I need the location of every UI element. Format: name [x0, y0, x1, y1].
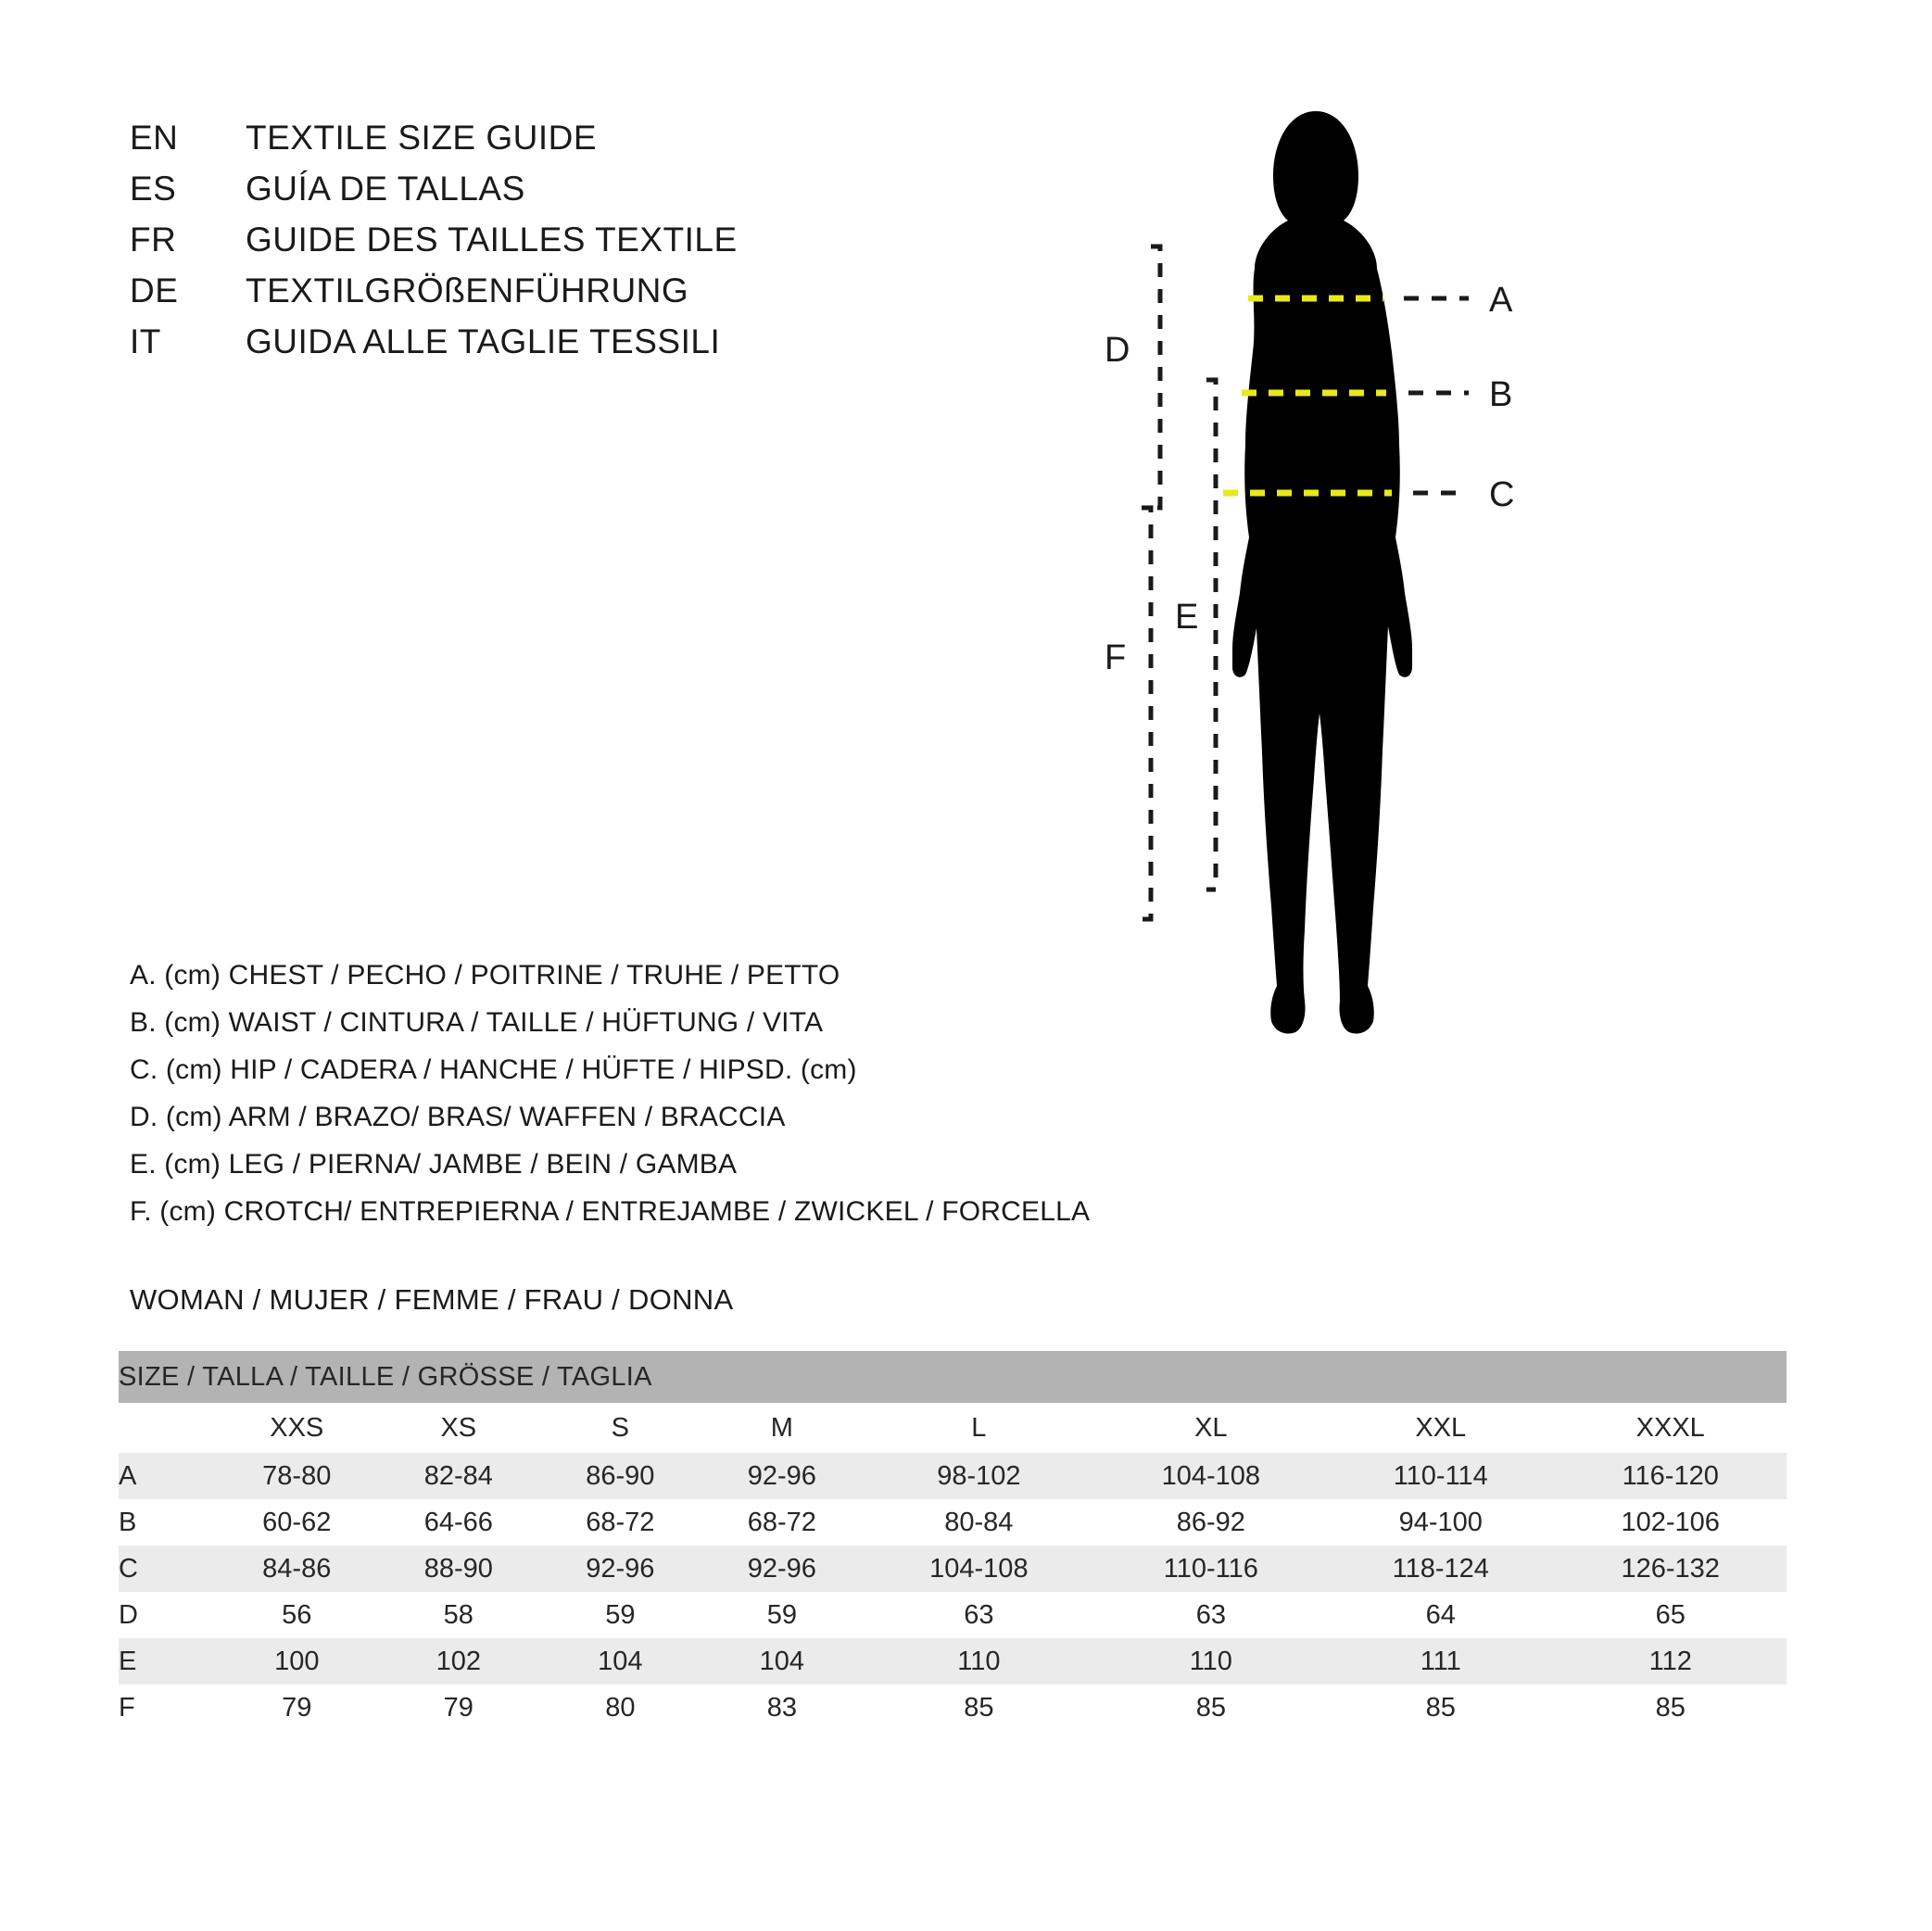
- legend-block: [130, 960, 1090, 1243]
- table-cell: 58: [378, 1592, 540, 1638]
- table-cell: 88-90: [378, 1546, 540, 1592]
- table-cell: 110: [863, 1638, 1094, 1685]
- table-size-xl: XL: [1194, 1412, 1228, 1443]
- table-cell: 98-102: [863, 1453, 1094, 1499]
- table-cell: 78-80: [216, 1453, 378, 1499]
- table-row-label: D: [119, 1592, 216, 1638]
- table-cell: 110: [1095, 1638, 1327, 1685]
- table-size-m: M: [770, 1412, 793, 1443]
- table-row: [119, 1685, 1787, 1731]
- table-header-row: [119, 1351, 1787, 1403]
- table-cell: 63: [863, 1592, 1094, 1638]
- marker-label-d: D: [1105, 331, 1130, 370]
- table-row-label: C: [119, 1546, 216, 1592]
- legend-item-a: A. (cm) CHEST / PECHO / POITRINE / TRUHE / PETTO: [130, 960, 840, 991]
- table-cell: 85: [1327, 1685, 1554, 1731]
- table-cell: 59: [701, 1592, 864, 1638]
- crotch-dimension-line: [1142, 508, 1151, 919]
- table-cell: 84-86: [216, 1546, 378, 1592]
- table-row-label: B: [119, 1499, 216, 1546]
- table-cell: 63: [1095, 1592, 1327, 1638]
- title-text-de: TEXTILGRÖßENFÜHRUNG: [246, 271, 689, 309]
- marker-label-f: F: [1105, 638, 1127, 677]
- measurement-figure: [1105, 74, 1788, 1186]
- table-cell: 94-100: [1327, 1499, 1554, 1546]
- table-row-label: F: [119, 1685, 216, 1731]
- table-cell: 68-72: [701, 1499, 864, 1546]
- table-cell: 64: [1327, 1592, 1554, 1638]
- table-cell: 116-120: [1554, 1453, 1787, 1499]
- table-cell: 64-66: [378, 1499, 540, 1546]
- marker-label-a: A: [1489, 281, 1513, 320]
- title-row: [130, 170, 738, 221]
- table-cell: 110-114: [1327, 1453, 1554, 1499]
- table-cell: 56: [216, 1592, 378, 1638]
- table-cell: 79: [378, 1685, 540, 1731]
- table-cell: 104-108: [863, 1546, 1094, 1592]
- table-row-label: E: [119, 1638, 216, 1685]
- table-cell: 86-92: [1095, 1499, 1327, 1546]
- table-cell: 60-62: [216, 1499, 378, 1546]
- arm-dimension-line: [1151, 246, 1160, 508]
- table-cell: 92-96: [701, 1546, 864, 1592]
- table-row: [119, 1546, 1787, 1592]
- table-row: [119, 1453, 1787, 1499]
- table-cell: 83: [701, 1685, 864, 1731]
- title-lang-de: DE: [130, 271, 179, 309]
- category-label-woman: WOMAN / MUJER / FEMME / FRAU / DONNA: [130, 1283, 734, 1316]
- table-cell: 82-84: [378, 1453, 540, 1499]
- title-row: [130, 119, 738, 170]
- table-cell: 126-132: [1554, 1546, 1787, 1592]
- title-lang-fr: FR: [130, 221, 177, 259]
- size-table: [119, 1351, 1787, 1731]
- table-cell: 104: [539, 1638, 701, 1685]
- table-cell: 111: [1327, 1638, 1554, 1685]
- table-row: [119, 1592, 1787, 1638]
- table-row-label: A: [119, 1453, 216, 1499]
- table-size-xxxl: XXXL: [1635, 1412, 1705, 1443]
- table-cell: 104: [701, 1638, 864, 1685]
- table-cell: 112: [1554, 1638, 1787, 1685]
- title-text-es: GUÍA DE TALLAS: [246, 170, 525, 208]
- table-cell: 65: [1554, 1592, 1787, 1638]
- title-block: [130, 119, 738, 373]
- table-sizes-row: [119, 1403, 1787, 1453]
- table-sizes-corner: [119, 1403, 216, 1453]
- table-header-label: SIZE / TALLA / TAILLE / GRÖSSE / TAGLIA: [119, 1351, 1787, 1403]
- table-cell: 80: [539, 1685, 701, 1731]
- title-text-en: TEXTILE SIZE GUIDE: [246, 119, 598, 157]
- title-row: [130, 221, 738, 271]
- legend-item-c: C. (cm) HIP / CADERA / HANCHE / HÜFTE / HIPSD. (cm): [130, 1054, 857, 1085]
- title-lang-es: ES: [130, 170, 177, 208]
- table-row: [119, 1638, 1787, 1685]
- table-cell: 59: [539, 1592, 701, 1638]
- table-cell: 86-90: [539, 1453, 701, 1499]
- table-size-s: S: [611, 1412, 629, 1443]
- table-cell: 118-124: [1327, 1546, 1554, 1592]
- marker-label-c: C: [1489, 475, 1515, 514]
- table-cell: 85: [1554, 1685, 1787, 1731]
- table-row: [119, 1499, 1787, 1546]
- title-row: [130, 271, 738, 322]
- woman-silhouette: [1232, 111, 1412, 1034]
- table-cell: 104-108: [1095, 1453, 1327, 1499]
- legend-item-e: E. (cm) LEG / PIERNA/ JAMBE / BEIN / GAMBA: [130, 1149, 738, 1180]
- table-cell: 102-106: [1554, 1499, 1787, 1546]
- title-lang-en: EN: [130, 119, 179, 157]
- table-cell: 68-72: [539, 1499, 701, 1546]
- leg-dimension-line: [1206, 380, 1216, 890]
- table-cell: 80-84: [863, 1499, 1094, 1546]
- table-size-l: L: [971, 1412, 987, 1443]
- table-cell: 79: [216, 1685, 378, 1731]
- table-size-xxs: XXS: [270, 1412, 324, 1443]
- table-cell: 102: [378, 1638, 540, 1685]
- marker-label-b: B: [1489, 375, 1513, 414]
- table-cell: 100: [216, 1638, 378, 1685]
- table-size-xxl: XXL: [1415, 1412, 1467, 1443]
- table-cell: 92-96: [539, 1546, 701, 1592]
- table-cell: 92-96: [701, 1453, 864, 1499]
- legend-item-d: D. (cm) ARM / BRAZO/ BRAS/ WAFFEN / BRACCIA: [130, 1102, 786, 1132]
- table-size-xs: XS: [440, 1412, 477, 1443]
- title-text-it: GUIDA ALLE TAGLIE TESSILI: [246, 322, 721, 360]
- table-cell: 85: [1095, 1685, 1327, 1731]
- title-row: [130, 322, 738, 373]
- title-lang-it: IT: [130, 322, 161, 360]
- legend-item-b: B. (cm) WAIST / CINTURA / TAILLE / HÜFTUNG / VITA: [130, 1007, 824, 1038]
- title-text-fr: GUIDE DES TAILLES TEXTILE: [246, 221, 738, 259]
- legend-item-f: F. (cm) CROTCH/ ENTREPIERNA / ENTREJAMBE / ZWICKEL / FORCELLA: [130, 1196, 1091, 1227]
- table-cell: 85: [863, 1685, 1094, 1731]
- marker-label-e: E: [1175, 598, 1199, 637]
- table-cell: 110-116: [1095, 1546, 1327, 1592]
